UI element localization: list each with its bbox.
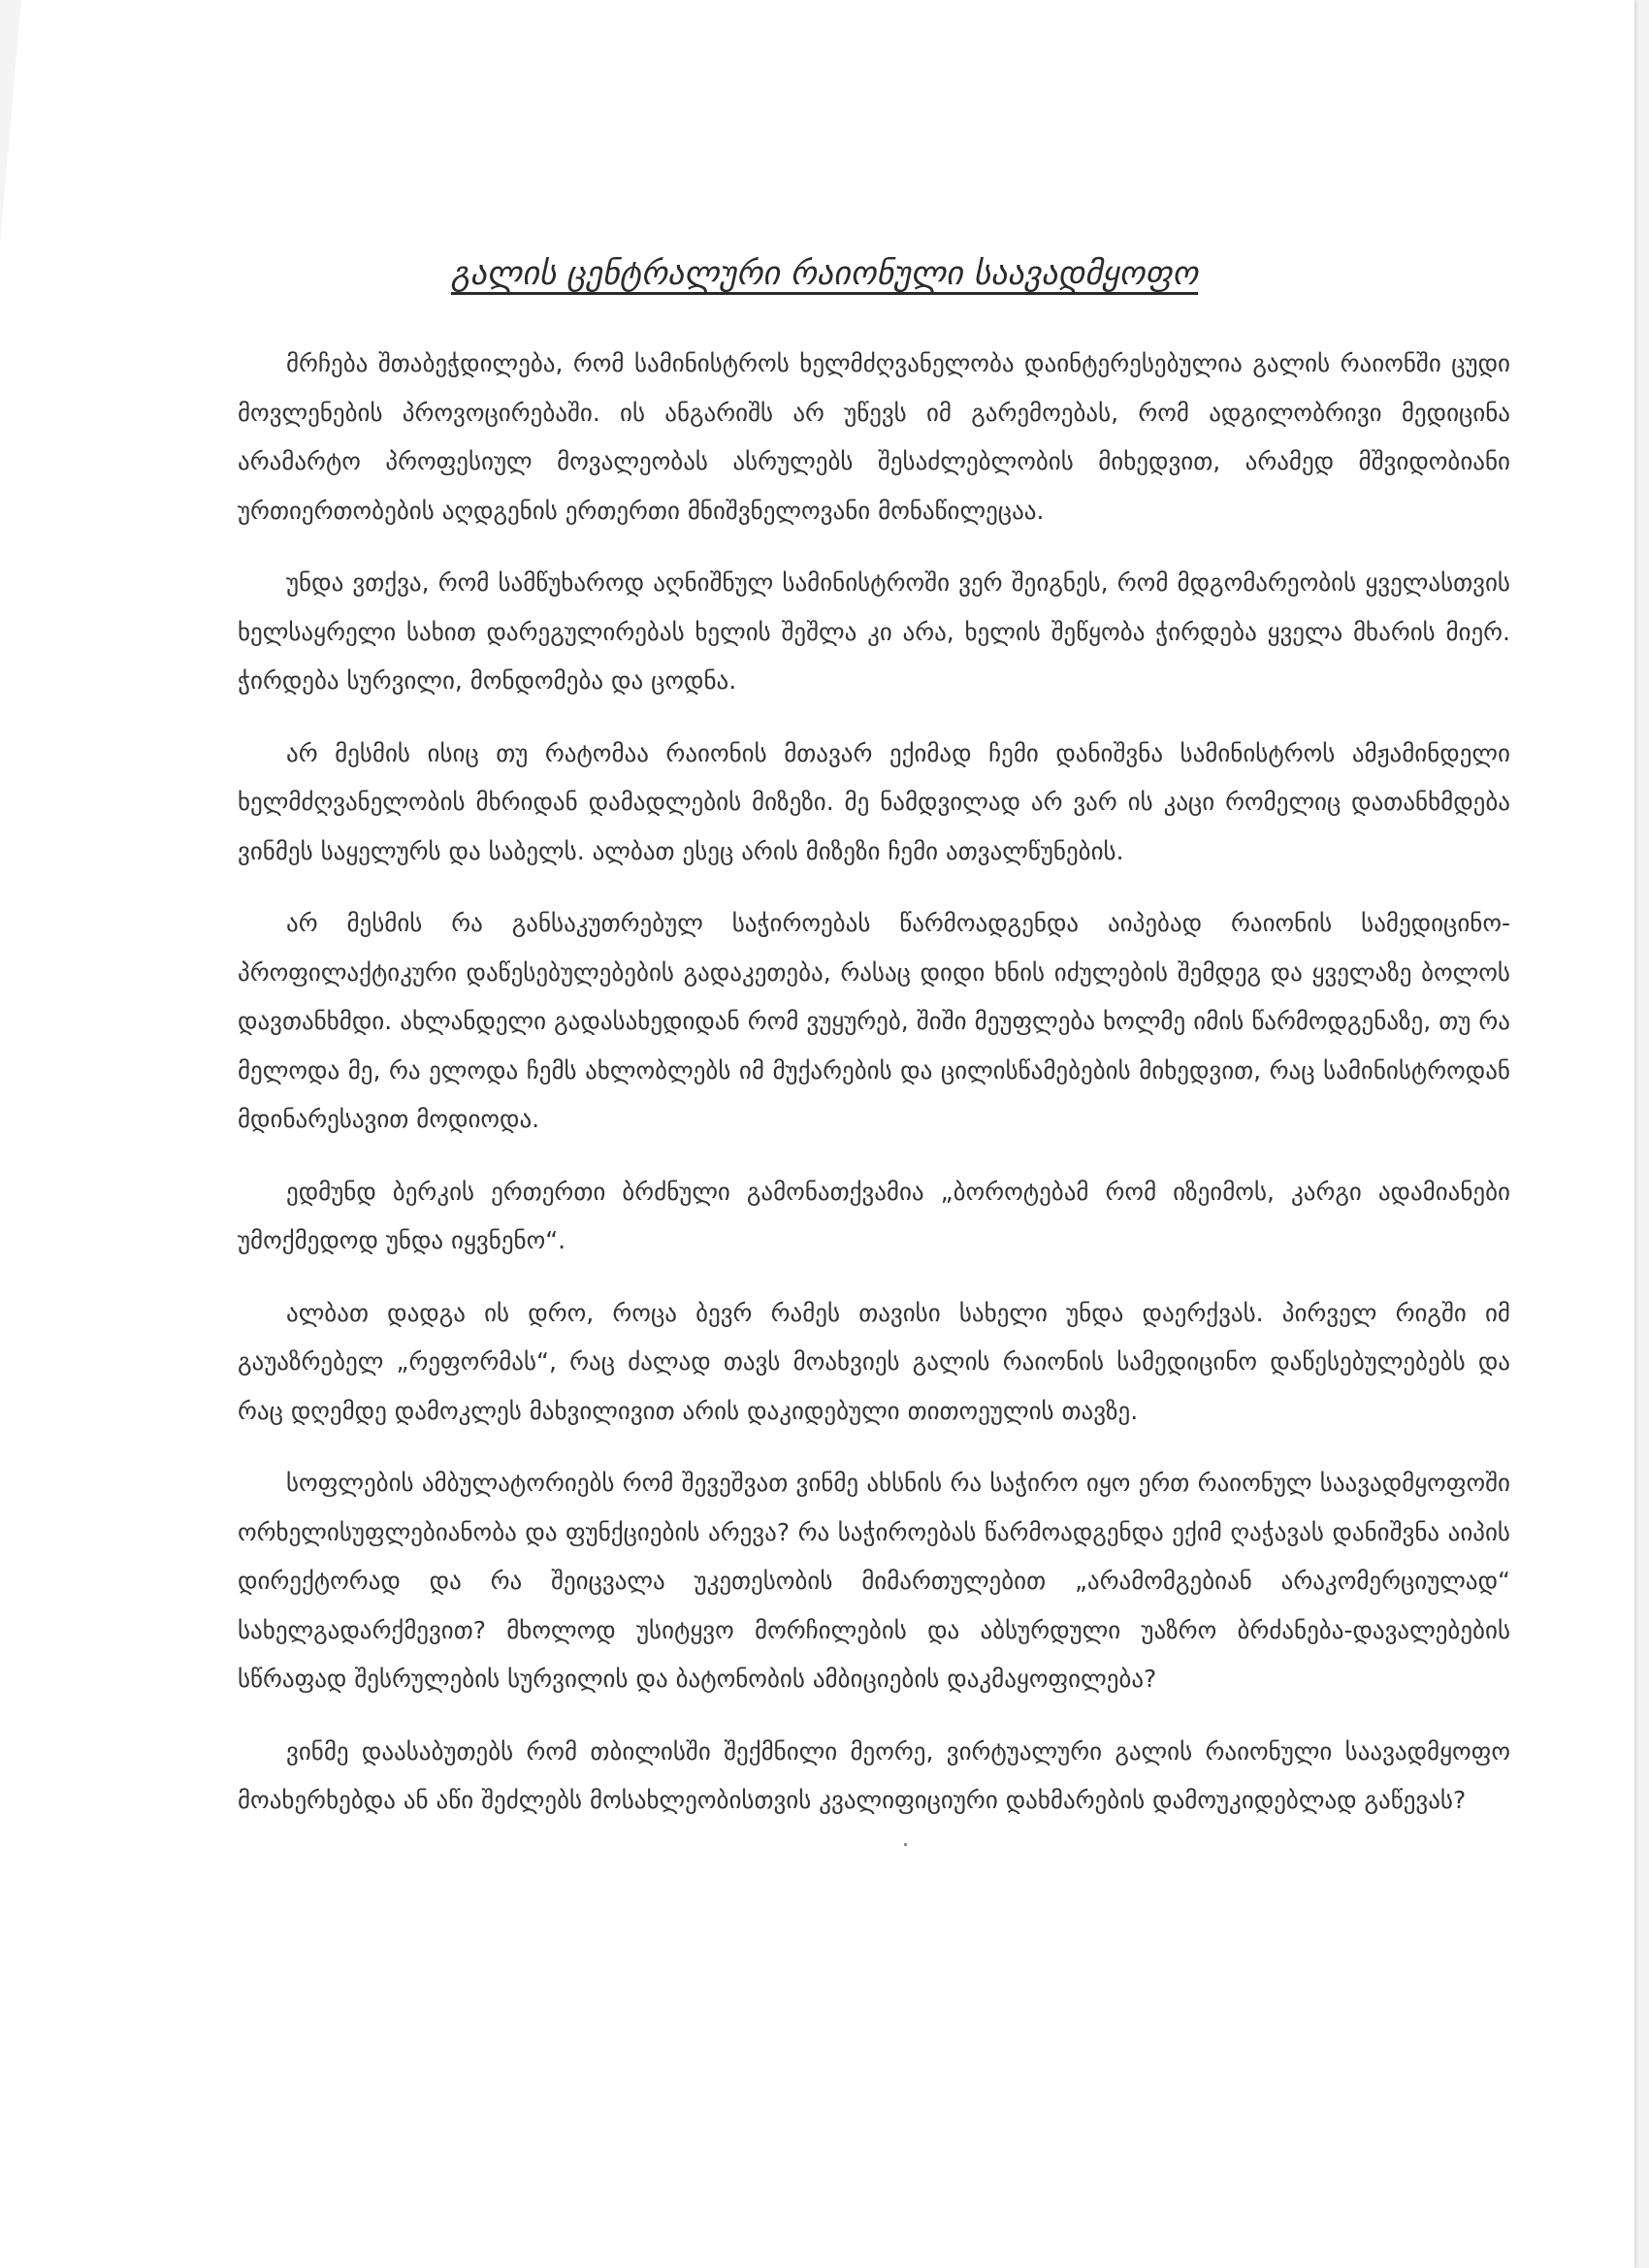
paragraph-2: უნდა ვთქვა, რომ სამწუხაროდ აღნიშნულ სამინისტროში ვერ შეიგნეს, რომ მდგომარეობის ყველასთვის ხელსაყრელი სახით დარეგულირებას ხელის შეშლა კი არა, ხელის შეწყობა ჭირდება ყველა მხარის მიერ. ჭირდება სურვილი, მონდომება და ცოდნა.	[238, 568, 1510, 695]
document-title: გალის ცენტრალური რაიონული საავადმყოფო	[450, 254, 1199, 293]
paragraph-6: ალბათ დადგა ის დრო, როცა ბევრ რამეს თავისი სახელი უნდა დაერქვას. პირველ რიგში იმ გაუაზრებელ „რეფორმას“, რაც ძალად თავს მოახვიეს გალის რაიონის სამედიცინო დაწესებულებებს და რაც დღემდე დამოკლეს მახვილივით არის დაკიდებული თითოეულის თავზე.	[238, 1298, 1510, 1425]
folded-corner	[0, 0, 21, 243]
paragraph-8: ვინმე დაასაბუთებს რომ თბილისში შექმნილი მეორე, ვირტუალური გალის რაიონული საავადმყოფო მოახერხებდა ან აწი შეძლებს მოსახლეობისთვის კვალიფიციური დახმარების დამოუკიდებლად გაწევას?	[238, 1736, 1510, 1814]
paragraph-1: მრჩება შთაბეჭდილება, რომ სამინისტროს ხელმძღვანელობა დაინტერესებულია გალის რაიონში ცუდი მოვლენების პროვოცირებაში. ის ანგარიშს არ უწევს იმ გარემოებას, რომ ადგილობრივი მედიცინა არამარტო პროფესიულ მოვალეობას ასრულებს შესაძლებლობის მიხედვით, არამედ მშვიდობიანი ურთიერთობების აღდგენის ერთერთი მნიშვნელოვანი მონაწილეცაა.	[238, 349, 1510, 525]
scan-speck	[904, 1843, 907, 1846]
document-body	[238, 340, 1510, 1849]
paragraph-5: ედმუნდ ბერკის ერთერთი ბრძნული გამონათქვამია „ბოროტებამ რომ იზეიმოს, კარგი ადამიანები უმოქმედოდ უნდა იყვნენო“.	[238, 1177, 1510, 1254]
paragraph-3: არ მესმის ისიც თუ რატომაა რაიონის მთავარ ექიმად ჩემი დანიშვნა სამინისტროს ამჟამინდელი ხელმძღვანელობის მხრიდან დამადლების მიზეზი. მე ნამდვილად არ ვარ ის კაცი რომელიც დათანხმდება ვინმეს საყელურს და საბელს. ალბათ ესეც არის მიზეზი ჩემი ათვალწუნების.	[238, 738, 1510, 865]
paragraph-7: სოფლების ამბულატორიებს რომ შევეშვათ ვინმე ახსნის რა საჭირო იყო ერთ რაიონულ საავადმყოფოში ორხელისუფლებიანობა და ფუნქციების არევა? რა საჭიროებას წარმოადგენდა ექიმ ღაჭავას დანიშვნა აიპის დირექტორად და რა შეიცვალა უკეთესობის მიმართულებით „არამომგებიან არაკომერციულად“ სახელგადარქმევით? მხოლოდ უსიტყვო მორჩილების და აბსურდული უაზრო ბრძანება-დავალებების სწრაფად შესრულების სურვილის და ბატონობის ამბიციების დაკმაყოფილება?	[238, 1469, 1510, 1693]
paragraph-4: არ მესმის რა განსაკუთრებულ საჭიროებას წარმოადგენდა აიპებად რაიონის სამედიცინო-პროფილაქტიკური დაწესებულებების გადაკეთება, რასაც დიდი ხნის იძულების შემდეგ და ყველაზე ბოლოს დავთანხმდი. ახლანდელი გადასახედიდან რომ ვუყურებ, შიში მეუფლება ხოლმე იმის წარმოდგენაზე, თუ რა მელოდა მე, რა ელოდა ჩემს ახლობლებს იმ მუქარების და ცილისწამებების მიხედვით, რაც სამინისტროდან მდინარესავით მოდიოდა.	[238, 909, 1510, 1133]
